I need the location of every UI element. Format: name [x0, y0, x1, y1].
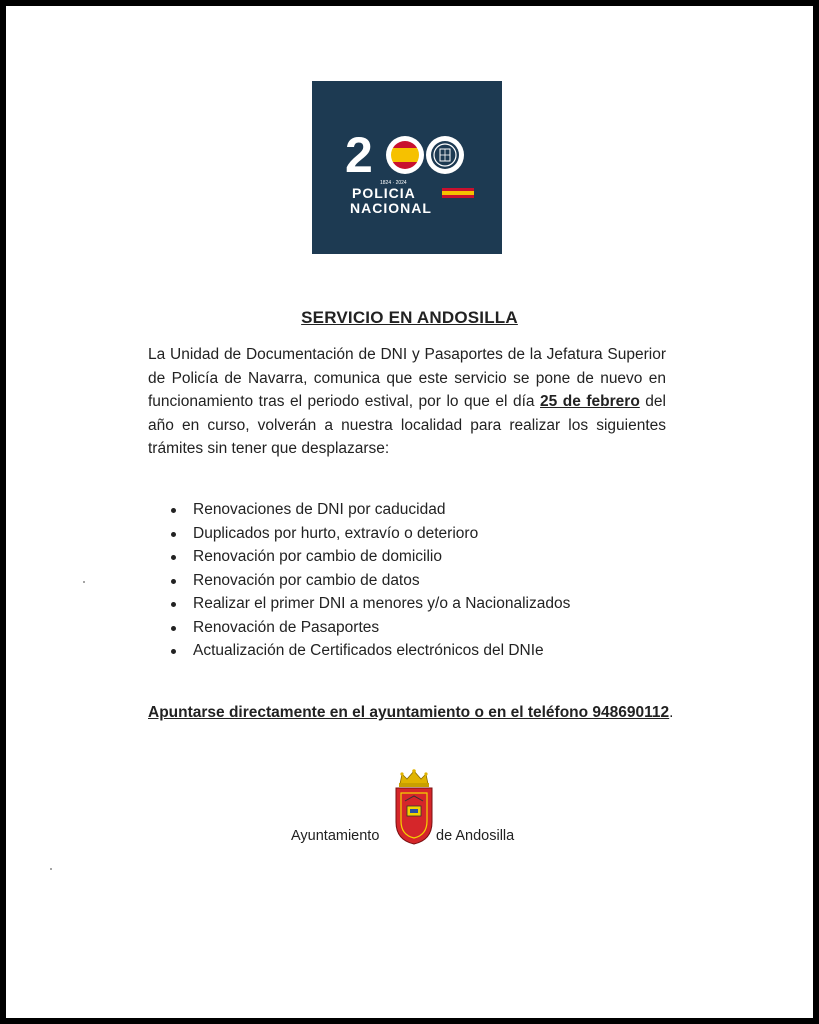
intro-text-2: del año en curso, volverán a nuestra localidad para realizar los siguientes trámites sin tener que desplazarse:: [148, 393, 666, 457]
signature-right: de Andosilla: [436, 828, 515, 844]
scan-speck: [50, 868, 52, 870]
list-item: Renovación por cambio de domicilio: [171, 545, 570, 569]
list-item: Renovación por cambio de datos: [171, 569, 570, 593]
logo-line-2: NACIONAL: [350, 200, 432, 216]
list-item: Renovaciones de DNI por caducidad: [171, 498, 570, 522]
logo-digit-two: 2: [345, 127, 373, 183]
andosilla-crest-icon: [390, 766, 438, 846]
policia-nacional-logo: [312, 81, 502, 254]
contact-text: Apuntarse directamente en el ayuntamiento o en el teléfono 948690112: [148, 704, 670, 721]
services-list: [171, 498, 570, 663]
contact-end: .: [669, 704, 674, 721]
list-item: Renovación de Pasaportes: [171, 616, 570, 640]
contact-line: [148, 704, 673, 722]
logo-line-1: POLICIA: [352, 185, 416, 201]
service-date: 25 de febrero: [540, 393, 640, 410]
document-page: [6, 6, 813, 1018]
intro-text-1: La Unidad de Documentación de DNI y Pasaportes de la Jefatura Superior de Policía de Navarra, comunica que este servicio se pone de nuevo en funcionamiento tras el periodo estival, por lo que el día: [148, 346, 666, 410]
list-item: Realizar el primer DNI a menores y/o a Nacionalizados: [171, 592, 570, 616]
signature-left: Ayuntamiento: [291, 828, 380, 844]
list-item: Actualización de Certificados electrónicos del DNIe: [171, 639, 570, 663]
scan-speck: [83, 581, 85, 583]
logo-graphic: [312, 81, 502, 254]
intro-paragraph: [148, 343, 666, 461]
list-item: Duplicados por hurto, extravío o deterioro: [171, 522, 570, 546]
logo-years: 1824 · 2024: [380, 180, 407, 186]
page-title: SERVICIO EN ANDOSILLA: [301, 308, 518, 327]
